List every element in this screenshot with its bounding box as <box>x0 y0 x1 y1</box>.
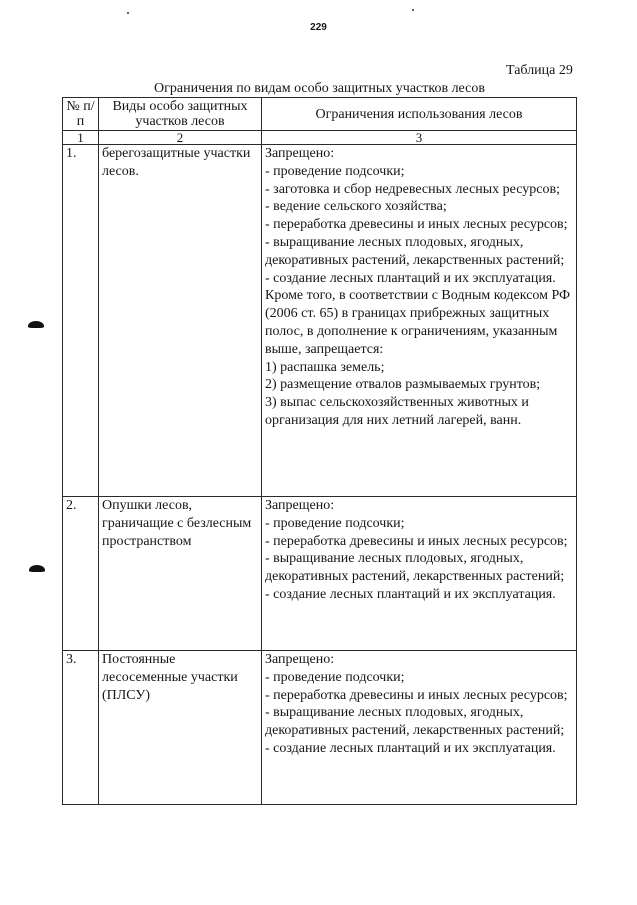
table-row <box>63 651 577 805</box>
restriction-line: - проведение подсочки; <box>265 669 405 685</box>
restriction-line: 1) распашка земель; <box>265 359 385 375</box>
scan-speck <box>127 12 129 14</box>
header-col-type: Виды особо защитных участков лесов <box>99 98 262 131</box>
header-col-number: № п/п <box>63 98 99 131</box>
restriction-line: - ведение сельского хозяйства; <box>265 199 447 215</box>
row-area-type: Опушки лесов, граничащие с безлесным пространством <box>99 497 262 651</box>
restriction-line: - переработка древесины и иных лесных ресурсов; <box>265 217 568 233</box>
restriction-line: - переработка древесины и иных лесных ресурсов; <box>265 533 568 549</box>
restriction-line: 2) размещение отвалов размываемых грунтов; <box>265 377 541 393</box>
binder-hole-mark <box>28 321 44 328</box>
table-title: Ограничения по видам особо защитных участков лесов <box>154 81 485 96</box>
row-number: 1. <box>63 145 99 497</box>
table-row <box>63 145 577 497</box>
restriction-line: - создание лесных плантаций и их эксплуатация. <box>265 586 556 602</box>
restriction-line: - выращивание лесных плодовых, ягодных, декоративных растений, лекарственных растений; <box>265 551 565 585</box>
restriction-line: - проведение подсочки; <box>265 515 405 531</box>
row-restrictions <box>262 651 577 805</box>
restriction-line: - создание лесных плантаций и их эксплуатация. <box>265 740 556 756</box>
column-number-row <box>63 131 577 145</box>
restriction-line: Запрещено: <box>265 498 335 513</box>
row-area-type: берегозащитные участки лесов. <box>99 145 262 497</box>
restrictions-table <box>62 97 577 805</box>
restriction-line: - выращивание лесных плодовых, ягодных, декоративных растений, лекарственных растений; <box>265 234 565 268</box>
column-number-3: 3 <box>262 131 577 145</box>
restriction-line: Запрещено: <box>265 652 335 667</box>
row-number: 2. <box>63 497 99 651</box>
restriction-line: - заготовка и сбор недревесных лесных ресурсов; <box>265 181 560 197</box>
header-col-restrictions: Ограничения использования лесов <box>262 98 577 131</box>
page-number: 229 <box>310 22 327 33</box>
column-number-1: 1 <box>63 131 99 145</box>
row-restrictions <box>262 497 577 651</box>
row-number: 3. <box>63 651 99 805</box>
restriction-line: Запрещено: <box>265 146 335 161</box>
header-row <box>63 98 577 131</box>
scan-speck <box>412 9 414 11</box>
table-label: Таблица 29 <box>506 63 573 78</box>
restriction-line: - проведение подсочки; <box>265 163 405 179</box>
restriction-line: - выращивание лесных плодовых, ягодных, декоративных растений, лекарственных растений; <box>265 705 565 739</box>
restriction-line: 3) выпас сельскохозяйственных животных и организация для них летний лагерей, ванн. <box>265 395 529 428</box>
restriction-line: Кроме того, в соответствии с Водным кодексом РФ (2006 ст. 65) в границах прибрежных защитных полос, в дополнение к ограничениям, указанным выше, запрещается: <box>265 288 571 357</box>
restriction-line: - создание лесных плантаций и их эксплуатация. <box>265 270 556 286</box>
row-restrictions <box>262 145 577 497</box>
row-area-type: Постоянные лесосеменные участки (ПЛСУ) <box>99 651 262 805</box>
table-row <box>63 497 577 651</box>
column-number-2: 2 <box>99 131 262 145</box>
restriction-line: - переработка древесины и иных лесных ресурсов; <box>265 687 568 703</box>
binder-hole-mark <box>29 565 45 572</box>
